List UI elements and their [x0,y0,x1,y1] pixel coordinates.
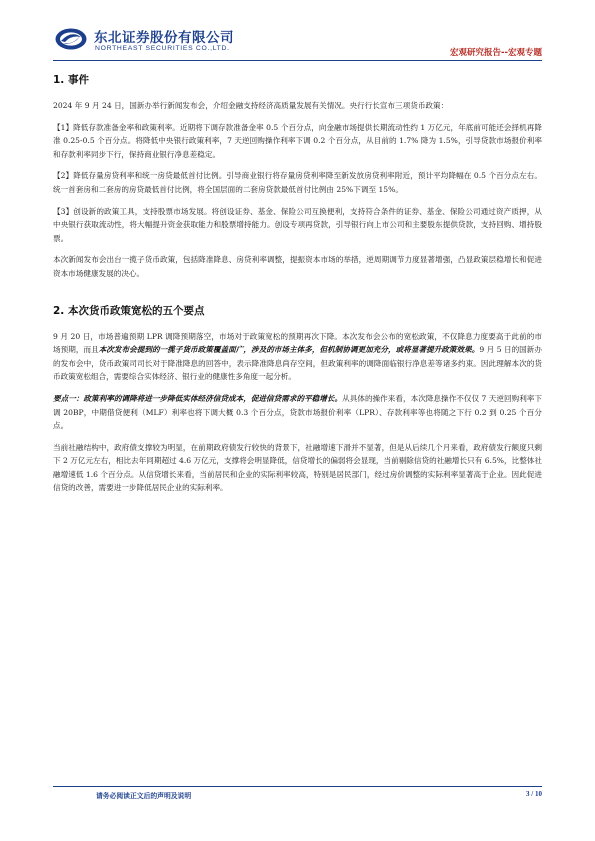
section-2-paragraph-1 [53,330,542,384]
key-point-1-heading: 要点一：政策利率的调降将进一步降低实体经济信贷成本，促进信贷需求的平稳增长。 [53,393,343,403]
company-name-en: NORTHEAST SECURITIES CO.,LTD. [95,45,230,52]
section-2-title: 2. 本次货币政策宽松的五个要点 [53,304,205,317]
section-2-paragraph-2 [53,392,542,433]
section-1-title: 1. 事件 [53,74,89,86]
report-type-label: 宏观研究报告--宏观专题 [449,48,542,58]
footer-divider [53,786,542,787]
section-1-paragraph-4: 【3】创设新的政策工具，支持股票市场发展。将创设证券、基金、保险公司互换便利，支持符合条件的证券、基金、保险公司通过资产质押，从中央银行获取流动性，将大幅提升资金获取能力和股票增持能力。创设专项再贷款，引导银行向上市公司和主要股东提供贷款，支持回购、增持股票。 [53,206,542,243]
header-divider [53,60,542,61]
northeast-securities-logo-icon [54,27,88,51]
page-header [0,0,595,68]
section-2-paragraph-3: 当前社融结构中，政府债支撑较为明显，在前期政府债发行较快的背景下，社融增速下滑并不显著，但是从后续几个月来看，政府债发行额度只剩下 2 万亿元左右，相比去年同期超过 4.6 万亿元，支撑将会明显降低，信贷增长的偏弱将会显现，当前剔除信贷的社融增长只有 6.5%，比整体社融增速低 1.6 个百分点。从信贷增长来看，当前居民和企业的实际利率较高，特别是居民部门，经过房价调整的实际利率显著高于企业。因此促进信贷的改善，需要进一步降低居民企业的实际利率。 [53,442,542,493]
footer-disclaimer: 请务必阅读正文后的声明及说明 [96,792,192,800]
main-content [53,72,542,503]
key-point-1-text: 从具体的操作来看，本次降息操作不仅仅 7 天逆回购利率下调 20BP，中期借贷便利（MLF）利率也将下调大概 0.3 个百分点，贷款市场报价利率（LPR）、存款利率等也将随之下行 0.2 到 0.25 个百分点。 [53,393,543,431]
section-2-p1-text-a: 9 月 20 日，市场普遍预期 LPR 调降预期落空，市场对于政策宽松的预期再次下降。本次发布会公布的宽松政策，不仅降息力度要高于此前的市场预期，而且 [53,331,542,355]
section-2-p1-text-b: 9 月 5 日的国新办的发布会中，货币政策司司长对于降准降息的回答中，表示降准降息尚存空间，但政策利率的调降面临银行净息差等诸多约束。因此理解本次的货币政策宽松组合，需要综合实体经济、银行业的健康性多角度一起分析。 [53,345,543,382]
company-name-cn: 东北证券股份有限公司 [94,30,234,46]
page-number: 3 / 10 [526,790,542,798]
section-1-paragraph-1: 2024 年 9 月 24 日，国新办举行新闻发布会，介绍金融支持经济高质量发展有关情况。央行行长宣布三项货币政策： [53,101,449,110]
section-2-p1-emphasis: 本次发布会提到的一揽子货币政策覆盖面广，涉及的市场主体多，但机制协调更加充分，或将显著提升政策效果。 [98,345,480,355]
section-1-paragraph-2: 【1】降低存款准备金率和政策利率。近期将下调存款准备金率 0.5 个百分点，向金融市场提供长期流动性约 1 万亿元，年底前可能还会择机再降准 0.25-0.5 个百分点。将降低中央银行政策利率，7 天逆回购操作利率下调 0.2 个百分点，从目前的 1.7% 降为 1.5%，引导贷款市场报价利率和存款利率同步下行，保持商业银行净息差稳定。 [53,122,542,159]
section-1-paragraph-3: 【2】降低存量房贷利率和统一房贷最低首付比例。引导商业银行将存量房贷利率降至新发放房贷利率附近，预计平均降幅在 0.5 个百分点左右。统一首套房和二套房的房贷最低首付比例，将全国层面的二套房贷款最低首付比例由 25%下调至 15%。 [53,171,542,194]
section-1-paragraph-5: 本次新闻发布会出台一揽子货币政策，包括降准降息、房贷利率调整，提振资本市场的举措，逆周期调节力度显著增强，凸显政策层稳增长和促进资本市场健康发展的决心。 [53,255,542,278]
